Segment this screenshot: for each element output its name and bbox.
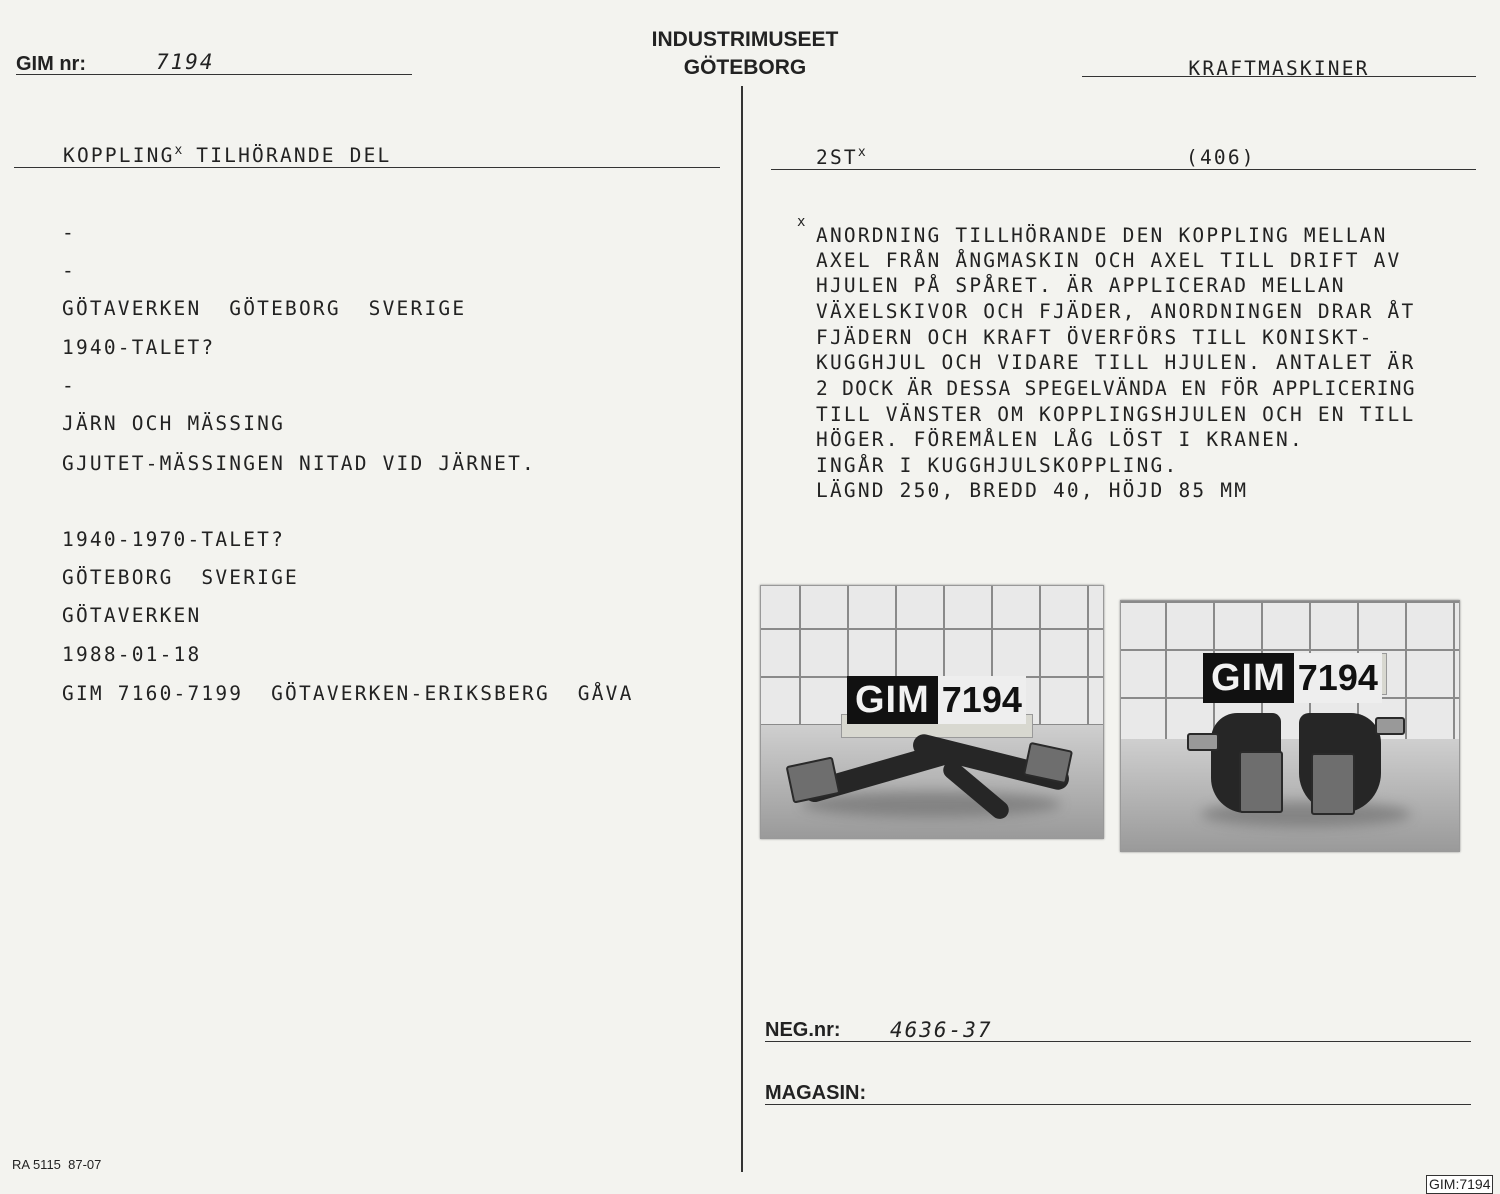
description-line-04: VÄXELSKIVOR OCH FJÄDER, ANORDNINGEN DRAR ÅT: [816, 300, 1416, 323]
gim-number-value: 7194: [156, 50, 215, 74]
object-name-rest: TILHÖRANDE DEL: [182, 144, 392, 167]
photo-2-sign-number: 7194: [1294, 653, 1382, 703]
field-10: GÖTEBORG SVERIGE: [62, 566, 299, 589]
field-13: GIM 7160-7199 GÖTAVERKEN-ERIKSBERG GÅVA: [62, 682, 634, 705]
photo-1-sign-gim: GIM: [847, 676, 938, 724]
photo-2-pin-right: [1375, 717, 1405, 735]
field-04: 1940-TALET?: [62, 336, 216, 359]
object-photo-1: [760, 585, 1104, 839]
description-line-09: HÖGER. FÖREMÅLEN LÅG LÖST I KRANEN.: [816, 428, 1304, 451]
quantity: [816, 145, 866, 169]
field-09: 1940-1970-TALET?: [62, 528, 286, 551]
museum-name: [600, 26, 890, 82]
museum-name-line2: GÖTEBORG: [683, 56, 807, 79]
field-03: GÖTAVERKEN GÖTEBORG SVERIGE: [62, 297, 467, 320]
description-line-02: AXEL FRÅN ÅNGMASKIN OCH AXEL TILL DRIFT AV: [816, 249, 1402, 272]
description-line-05: FJÄDERN OCH KRAFT ÖVERFÖRS TILL KONISKT-: [816, 326, 1374, 349]
photo-2-floor: [1121, 739, 1459, 852]
field-06: JÄRN OCH MÄSSING: [62, 412, 286, 435]
photo-2-brass-block-left: [1239, 751, 1283, 813]
magasin-underline: [765, 1104, 1471, 1105]
description-mark: x: [797, 214, 808, 230]
description-line-10: INGÅR I KUGGHJULSKOPPLING.: [816, 454, 1179, 477]
field-01: -: [62, 221, 76, 244]
description-line-07: 2 DOCK ÄR DESSA SPEGELVÄNDA EN FÖR APPLICERING: [816, 377, 1416, 400]
field-12: 1988-01-18: [62, 643, 202, 666]
description-line-06: KUGGHJUL OCH VIDARE TILL HJULEN. ANTALET ÄR: [816, 351, 1416, 374]
object-photo-2: [1120, 600, 1460, 852]
photo-2-sign: [1203, 653, 1382, 703]
negative-number-value: 4636-37: [890, 1018, 993, 1042]
negative-number-label: NEG.nr:: [765, 1019, 841, 1041]
photo-1-sign-number: 7194: [938, 676, 1026, 724]
magasin-label: MAGASIN:: [765, 1082, 867, 1104]
gim-number-underline: [16, 74, 412, 75]
photo-2-pin-left: [1187, 733, 1219, 751]
photo-2-sign-gim: GIM: [1203, 653, 1294, 703]
description-line-11: LÄGND 250, BREDD 40, HÖJD 85 MM: [816, 479, 1249, 502]
category-value: KRAFTMASKINER: [1188, 57, 1370, 80]
quantity-underline: [771, 169, 1476, 170]
form-code: RA 5115 87-07: [12, 1157, 102, 1172]
field-11: GÖTAVERKEN: [62, 604, 202, 627]
quantity-value: 2ST: [816, 146, 858, 169]
object-name-main: KOPPLING: [63, 144, 175, 167]
catalog-tag: GIM:7194: [1426, 1175, 1493, 1194]
description-line-01: ANORDNING TILLHÖRANDE DEN KOPPLING MELLAN: [816, 224, 1388, 247]
category-underline: [1082, 76, 1476, 77]
quantity-mark: x: [857, 145, 866, 160]
object-name-mark: x: [174, 143, 183, 158]
description-line-08: TILL VÄNSTER OM KOPPLINGSHJULEN OCH EN TILL: [816, 403, 1416, 426]
field-02: -: [62, 259, 76, 282]
field-07: GJUTET-MÄSSINGEN NITAD VID JÄRNET.: [62, 452, 536, 475]
photo-2-brass-block-right: [1311, 753, 1355, 815]
column-divider: [741, 86, 743, 1172]
museum-name-line1: INDUSTRIMUSEET: [651, 28, 839, 51]
description-line-03: HJULEN PÅ SPÅRET. ÄR APPLICERAD MELLAN: [816, 274, 1346, 297]
negative-number-underline: [765, 1041, 1471, 1042]
object-name-underline: [14, 167, 720, 168]
gim-number-label: GIM nr:: [16, 53, 86, 75]
object-code: (406): [1186, 146, 1256, 169]
object-name: [63, 143, 391, 167]
photo-1-sign: [847, 676, 1026, 724]
field-05: -: [62, 374, 76, 397]
